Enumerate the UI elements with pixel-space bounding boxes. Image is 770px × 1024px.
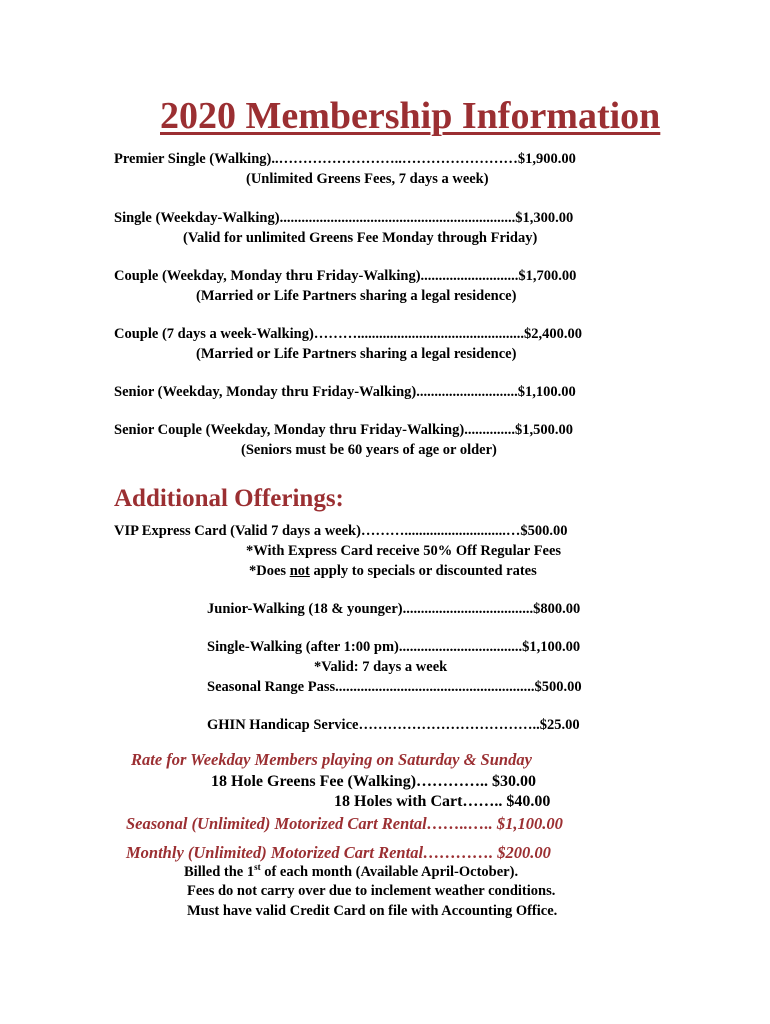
monthly-cart-rental-line: Monthly (Unlimited) Motorized Cart Rental…………. $200.00 (126, 843, 551, 862)
billing-line: Billed the 1st of each month (Available April-October). (184, 862, 519, 880)
ghin-handicap-line: GHIN Handicap Service………………………………..$25.00 (207, 717, 580, 733)
weekend-with-cart-line: 18 Holes with Cart…….. $40.00 (334, 793, 551, 810)
single-weekday-line: Single (Weekday-Walking).................................................................$1,300.00 (114, 210, 574, 226)
premier-single-line: Premier Single (Walking)..……………………..……………………$1,900.00 (114, 151, 576, 167)
single-weekday-note: (Valid for unlimited Greens Fee Monday through Friday) (183, 230, 538, 246)
weather-note-line: Fees do not carry over due to inclement weather conditions. (187, 883, 556, 899)
vip-note-exclusions: *Does not apply to specials or discounted rates (249, 563, 537, 579)
senior-couple-line: Senior Couple (Weekday, Monday thru Friday-Walking)..............$1,500.00 (114, 422, 573, 438)
couple-7day-note: (Married or Life Partners sharing a legal residence) (196, 346, 517, 362)
weekend-rate-heading: Rate for Weekday Members playing on Saturday & Sunday (131, 750, 532, 769)
page-title: 2020 Membership Information (160, 95, 661, 137)
couple-weekday-note: (Married or Life Partners sharing a legal residence) (196, 288, 517, 304)
vip-express-line: VIP Express Card (Valid 7 days a week)………............................…$500.00 (114, 523, 568, 539)
couple-weekday-line: Couple (Weekday, Monday thru Friday-Walking)...........................$1,700.00 (114, 268, 577, 284)
credit-card-note-line: Must have valid Credit Card on file with Accounting Office. (187, 903, 558, 919)
seasonal-range-pass-line: Seasonal Range Pass.......................................................$500.00 (207, 679, 582, 695)
senior-couple-note: (Seniors must be 60 years of age or older) (241, 442, 497, 458)
vip-note-discount: *With Express Card receive 50% Off Regular Fees (246, 543, 562, 559)
premier-single-note: (Unlimited Greens Fees, 7 days a week) (246, 171, 489, 187)
weekend-greens-fee-line: 18 Hole Greens Fee (Walking)………….. $30.00 (211, 773, 537, 790)
couple-7day-line: Couple (7 days a week-Walking)………..............................................$2,400.00 (114, 326, 583, 342)
single-after-1pm-note: *Valid: 7 days a week (314, 659, 448, 675)
junior-walking-line: Junior-Walking (18 & younger)....................................$800.00 (207, 601, 581, 617)
seasonal-cart-rental-line: Seasonal (Unlimited) Motorized Cart Rental……..….. $1,100.00 (126, 814, 563, 833)
senior-weekday-line: Senior (Weekday, Monday thru Friday-Walking)............................$1,100.00 (114, 384, 576, 400)
additional-offerings-heading: Additional Offerings: (114, 485, 344, 512)
single-after-1pm-line: Single-Walking (after 1:00 pm)..................................$1,100.00 (207, 639, 581, 655)
